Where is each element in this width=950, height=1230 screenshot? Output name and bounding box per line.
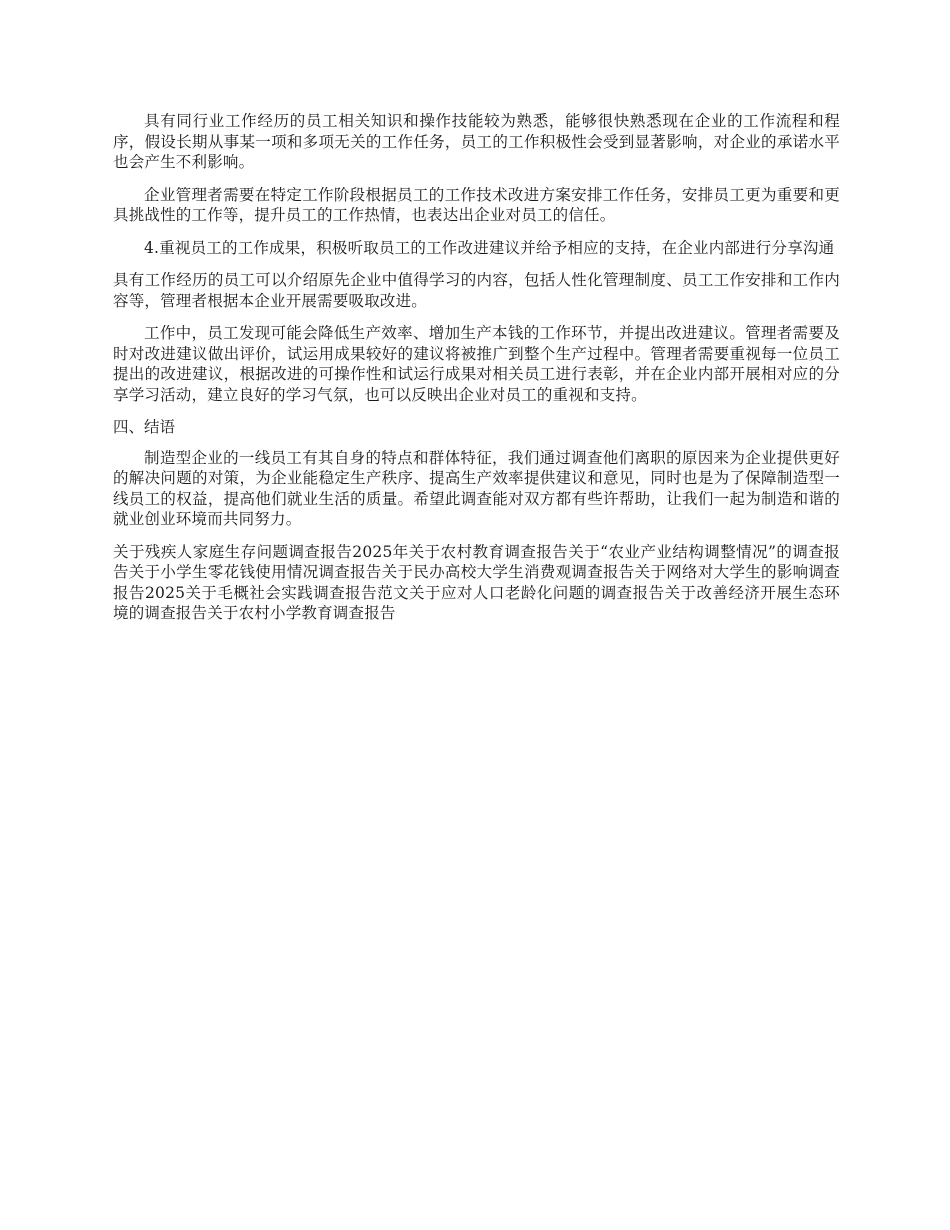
paragraph-conclusion: 制造型企业的一线员工有其自身的特点和群体特征，我们通过调查他们离职的原因来为企业提供更好的解决问题的对策，为企业能稳定生产秩序、提高生产效率提供建议和意见，同时也是为了保障制造型一线员工的权益，提高他们就业生活的质量。希望此调查能对双方都有些许帮助，让我们一起为制造和谐的就业创业环境而共同努力。 [113,448,840,528]
subheading-value-results: 4.重视员工的工作成果，积极听取员工的工作改进建议并给予相应的支持，在企业内部进行分享沟通 [144,238,835,257]
paragraph-task-arrangement: 企业管理者需要在特定工作阶段根据员工的工作技术改进方案安排工作任务，安排员工更为重要和更具挑战性的工作等，提升员工的工作热情，也表达出企业对员工的信任。 [113,185,840,224]
paragraph-work-experience: 具有同行业工作经历的员工相关知识和操作技能较为熟悉，能够很快熟悉现在企业的工作流程和程序，假设长期从事某一项和多项无关的工作任务，员工的工作积极性会受到显著影响，对企业的承诺水平也会产生不利影响。 [113,112,840,171]
section-heading-conclusion: 四、结语 [113,418,176,436]
document-page [113,111,840,624]
paragraph-prior-experience: 具有工作经历的员工可以介绍原先企业中值得学习的内容，包括人性化管理制度、员工工作安排和工作内容等，管理者根据本企业开展需要吸取改进。 [113,271,840,310]
related-reports-links[interactable]: 关于残疾人家庭生存问题调查报告2025年关于农村教育调查报告关于“农业产业结构调整情况”的调查报告关于小学生零花钱使用情况调查报告关于民办高校大学生消费观调查报告关于网络对大学生的影响调查报告2025关于毛概社会实践调查报告范文关于应对人口老龄化问题的调查报告关于改善经济开展生态环境的调查报告关于农村小学教育调查报告 [113,542,840,622]
paragraph-improvement-suggestions: 工作中，员工发现可能会降低生产效率、增加生产本钱的工作环节，并提出改进建议。管理者需要及时对改进建议做出评价，试运用成果较好的建议将被推广到整个生产过程中。管理者需要重视每一位员工提出的改进建议，根据改进的可操作性和试运行成果对相关员工进行表彰，并在企业内部开展相对应的分享学习活动，建立良好的学习气氛，也可以反映出企业对员工的重视和支持。 [113,324,840,404]
